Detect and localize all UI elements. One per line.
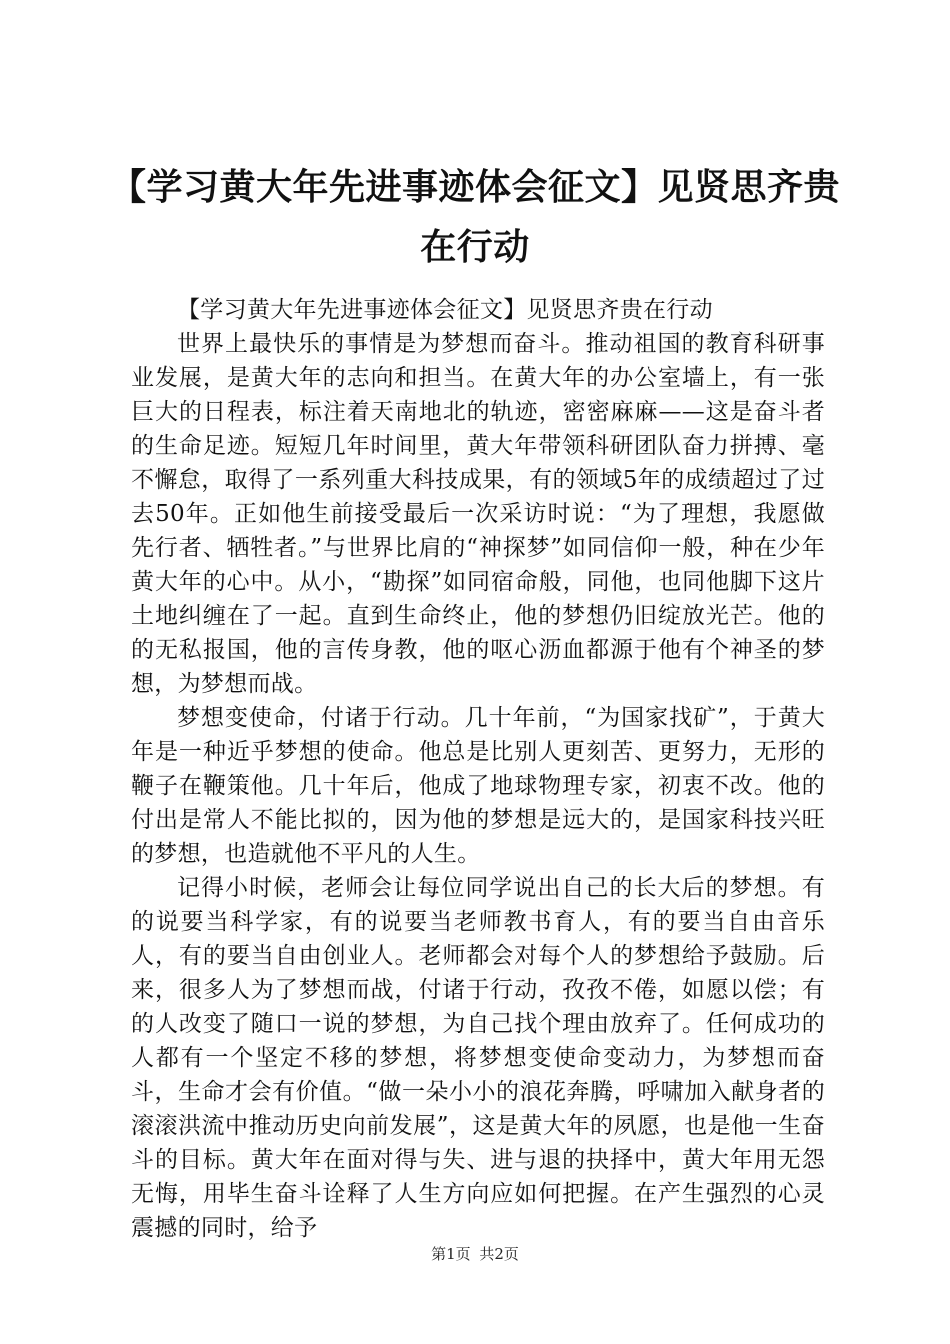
document-title: 【学习黄大年先进事迹体会征文】见贤思齐贵在行动 — [110, 167, 841, 268]
paragraph-3: 记得小时候，老师会让每位同学说出自己的长大后的梦想。有的说要当科学家，有的说要当老师教书育人，有的要当自由音乐人，有的要当自由创业人。老师都会对每个人的梦想给予鼓励。后来，很多人为了梦想而战，付诸于行动，孜孜不倦，如愿以偿；有的人改变了随口一说的梦想，为自己找个理由放弃了。任何成功的人都有一个坚定不移的梦想，将梦想变使命变动力，为梦想而奋斗，生命才会有价值。“做一朵小小的浪花奔腾，呼啸加入献身者的滚滚洪流中推动历史向前发展”，这是黄大年的夙愿，也是他一生奋斗的目标。黄大年在面对得与失、进与退的抉择中，黄大年用无怨无悔，用毕生奋斗诠释了人生方向应如何把握。在产生强烈的心灵震撼的同时，给予 — [131, 875, 825, 1241]
page-number: 第1页 — [431, 1245, 471, 1263]
subtitle-line: 【学习黄大年先进事迹体会征文】见贤思齐贵在行动 — [177, 297, 713, 323]
document-body — [131, 293, 825, 1245]
page-footer — [0, 1244, 950, 1264]
paragraph-2: 梦想变使命，付诸于行动。几十年前，“为国家找矿”，于黄大年是一种近乎梦想的使命。他总是比别人更刻苦、更努力，无形的鞭子在鞭策他。几十年后，他成了地球物理专家，初衷不改。他的付出是常人不能比拟的，因为他的梦想是远大的，是国家科技兴旺的梦想，也造就他不平凡的人生。 — [131, 705, 825, 867]
page-total: 共2页 — [479, 1245, 519, 1263]
paragraph-1: 世界上最快乐的事情是为梦想而奋斗。推动祖国的教育科研事业发展，是黄大年的志向和担当。在黄大年的办公室墙上，有一张巨大的日程表，标注着天南地北的轨迹，密密麻麻——这是奋斗者的生命足迹。短短几年时间里，黄大年带领科研团队奋力拼搏、毫不懈怠，取得了一系列重大科技成果，有的领域5年的成绩超过了过去50年。正如他生前接受最后一次采访时说：“为了理想，我愿做先行者、牺牲者。”与世界比肩的“神探梦”如同信仰一般，种在少年黄大年的心中。从小，“勘探”如同宿命般，同他，也同他脚下这片土地纠缠在了一起。直到生命终止，他的梦想仍旧绽放光芒。他的的无私报国，他的言传身教，他的呕心沥血都源于他有个神圣的梦想，为梦想而战。 — [131, 331, 825, 697]
